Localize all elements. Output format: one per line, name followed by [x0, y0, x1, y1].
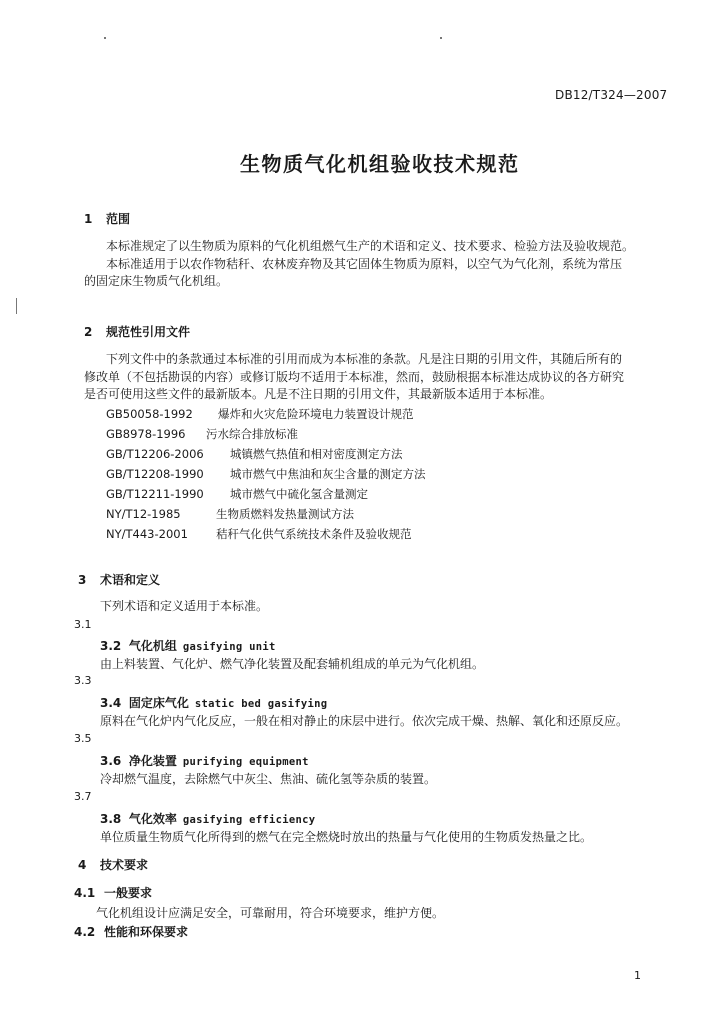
section-3-heading — [78, 571, 160, 588]
reference-code: GB8978-1996 — [106, 427, 186, 441]
term-name: 气化效率 — [128, 812, 177, 826]
reference-item — [106, 526, 412, 542]
term-definition: 单位质量生物质气化所得到的燃气在完全燃烧时放出的热量与气化使用的生物质发热量之比。 — [100, 830, 593, 844]
term-english: gasifying unit — [182, 641, 276, 653]
term-name: 净化装置 — [128, 754, 177, 768]
reference-title: 污水综合排放标准 — [206, 427, 298, 441]
section-4-heading — [78, 856, 148, 873]
term-number: 3.6 — [100, 754, 122, 768]
term-heading — [100, 752, 309, 769]
section-2-heading — [84, 323, 190, 340]
reference-title: 城市燃气中硫化氢含量测定 — [230, 487, 368, 501]
term-number: 3.8 — [100, 812, 122, 826]
s3-intro: 下列术语和定义适用于本标准。 — [100, 599, 269, 613]
s1-paragraph-2-line-1: 本标准适用于以农作物秸秆、农林废弃物及其它固体生物质为原料，以空气为气化剂，系统为常压 — [106, 257, 623, 271]
term-heading — [100, 637, 276, 654]
subsection-4-2-heading — [74, 923, 188, 940]
s1-paragraph-2-line-2: 的固定床生物质气化机组。 — [84, 274, 229, 288]
section-title: 范围 — [106, 212, 131, 226]
section-number: 1 — [84, 212, 93, 226]
reference-item — [106, 426, 298, 442]
term-name: 固定床气化 — [128, 696, 189, 710]
section-title: 规范性引用文件 — [106, 325, 191, 339]
clause-number: 3.1 — [74, 618, 92, 631]
subsection-number: 4.1 — [74, 886, 96, 900]
reference-title: 城市燃气中焦油和灰尘含量的测定方法 — [230, 467, 426, 481]
term-english: static bed gasifying — [194, 698, 328, 710]
page-number: 1 — [634, 969, 641, 982]
term-english: gasifying efficiency — [182, 814, 316, 826]
s2-paragraph-line-1: 下列文件中的条款通过本标准的引用而成为本标准的条款。凡是注日期的引用文件，其随后所有的 — [106, 352, 623, 366]
term-heading — [100, 810, 315, 827]
reference-code: GB50058-1992 — [106, 407, 193, 421]
term-definition: 由上料装置、气化炉、燃气净化装置及配套辅机组成的单元为气化机组。 — [100, 657, 485, 671]
reference-code: GB/T12211-1990 — [106, 487, 204, 501]
term-english: purifying equipment — [182, 756, 309, 768]
section-number: 4 — [78, 858, 87, 872]
clause-number: 3.3 — [74, 674, 92, 687]
section-number: 2 — [84, 325, 93, 339]
document-title: 生物质气化机组验收技术规范 — [240, 152, 520, 176]
reference-title: 爆炸和火灾危险环境电力装置设计规范 — [218, 407, 414, 421]
reference-title: 生物质燃料发热量测试方法 — [216, 507, 354, 521]
scan-speck — [440, 37, 442, 39]
reference-item — [106, 406, 414, 422]
reference-code: GB/T12208-1990 — [106, 467, 204, 481]
reference-item — [106, 446, 403, 462]
reference-code: NY/T443-2001 — [106, 527, 188, 541]
scan-speck — [104, 37, 106, 39]
reference-item — [106, 506, 354, 522]
subsection-4-1-heading — [74, 884, 152, 901]
scan-speck — [16, 298, 17, 314]
term-definition: 冷却燃气温度，去除燃气中灰尘、焦油、硫化氢等杂质的装置。 — [100, 772, 437, 786]
s2-paragraph-line-3: 是否可使用这些文件的最新版本。凡是不注日期的引用文件，其最新版本适用于本标准。 — [84, 387, 553, 401]
reference-code: GB/T12206-2006 — [106, 447, 204, 461]
clause-number: 3.7 — [74, 790, 92, 803]
reference-title: 城镇燃气热值和相对密度测定方法 — [230, 447, 403, 461]
clause-number: 3.5 — [74, 732, 92, 745]
reference-item — [106, 466, 426, 482]
reference-code: NY/T12-1985 — [106, 507, 181, 521]
s4-1-text: 气化机组设计应满足安全，可靠耐用，符合环境要求，维护方便。 — [96, 906, 445, 920]
reference-title: 秸秆气化供气系统技术条件及验收规范 — [216, 527, 412, 541]
term-number: 3.2 — [100, 639, 122, 653]
section-number: 3 — [78, 573, 87, 587]
standard-code: DB12/T324—2007 — [555, 88, 668, 102]
subsection-title: 一般要求 — [104, 886, 153, 900]
section-1-heading — [84, 210, 130, 227]
term-number: 3.4 — [100, 696, 122, 710]
reference-item — [106, 486, 368, 502]
s2-paragraph-line-2: 修改单（不包括勘误的内容）或修订版均不适用于本标准，然而，鼓励根据本标准达成协议的各方研究 — [84, 370, 625, 384]
s1-paragraph-1: 本标准规定了以生物质为原料的气化机组燃气生产的术语和定义、技术要求、检验方法及验收规范。 — [106, 239, 635, 253]
section-title: 术语和定义 — [100, 573, 161, 587]
term-name: 气化机组 — [128, 639, 177, 653]
section-title: 技术要求 — [100, 858, 149, 872]
term-definition: 原料在气化炉内气化反应，一般在相对静止的床层中进行。依次完成干燥、热解、氧化和还原反应。 — [100, 714, 629, 728]
term-heading — [100, 694, 327, 711]
subsection-number: 4.2 — [74, 925, 96, 939]
subsection-title: 性能和环保要求 — [104, 925, 189, 939]
